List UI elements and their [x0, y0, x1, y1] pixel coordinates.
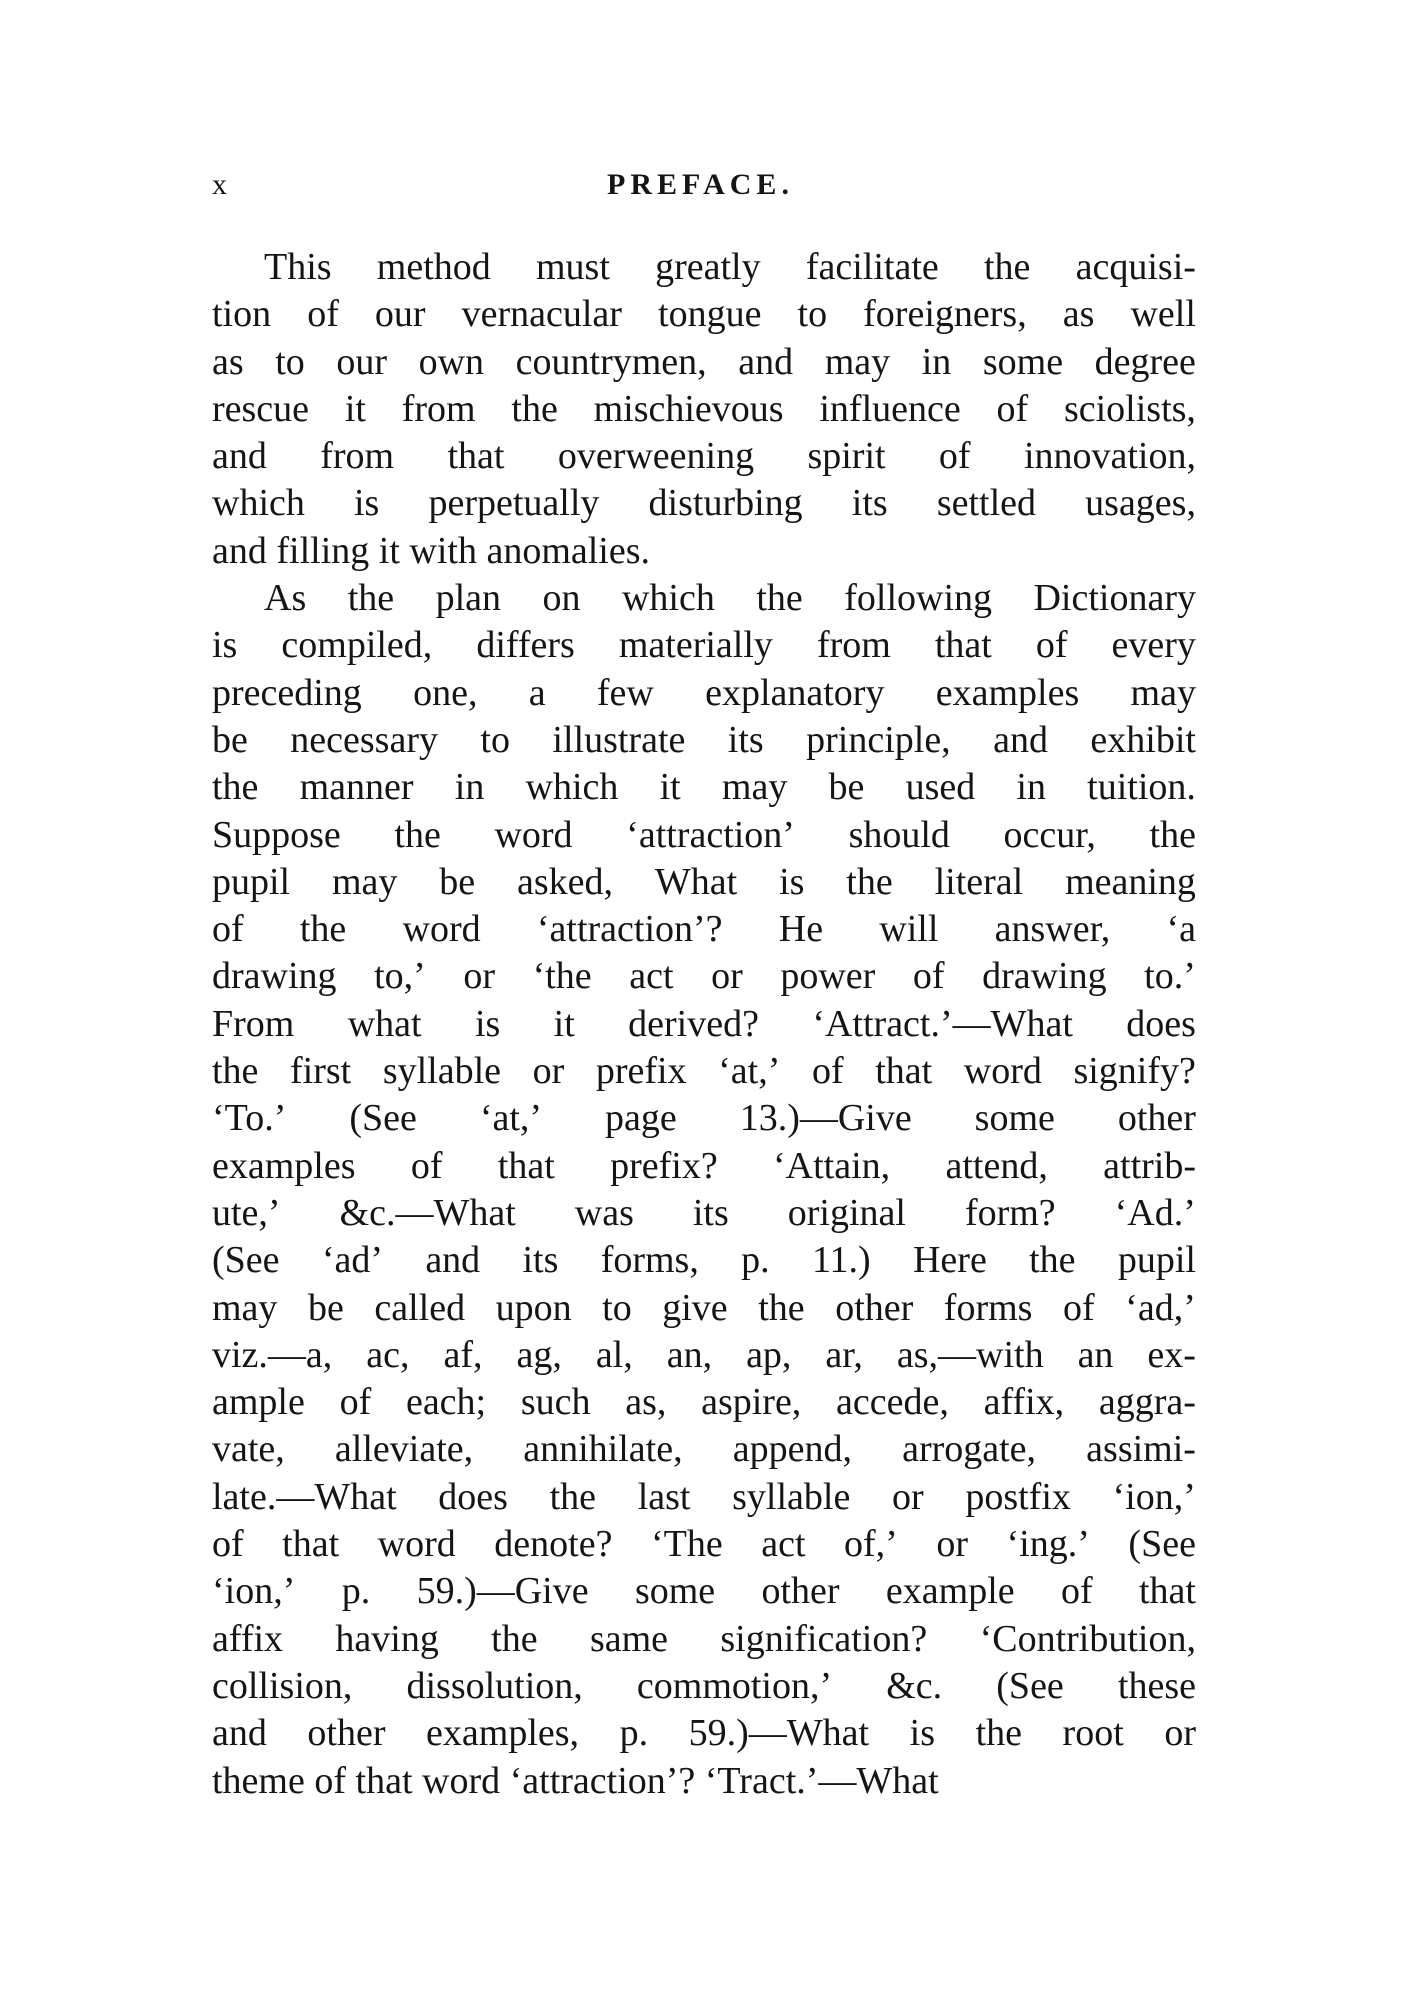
text-line: From what is it derived? ‘Attract.’—What does [212, 1002, 1196, 1045]
text-line: examples of that prefix? ‘Attain, attend, attrib- [212, 1144, 1196, 1187]
page-number: x [212, 168, 228, 201]
text-line: and filling it with anomalies. [212, 529, 651, 572]
text-line: the first syllable or prefix ‘at,’ of that word signify? [212, 1050, 1196, 1093]
text-line: ample of each; such as, aspire, accede, affix, aggra- [212, 1381, 1196, 1424]
running-title: PREFACE. [607, 168, 794, 201]
text-line: Suppose the word ‘attraction’ should occur, the [212, 813, 1196, 856]
text-line: as to our own countrymen, and may in some degree [212, 340, 1196, 383]
text-line: vate, alleviate, annihilate, append, arrogate, assimi- [212, 1428, 1196, 1471]
text-line: may be called upon to give the other forms of ‘ad,’ [212, 1286, 1196, 1329]
text-line: theme of that word ‘attraction’? ‘Tract.’—What [212, 1759, 939, 1802]
text-line: of that word denote? ‘The act of,’ or ‘ing.’ (See [212, 1523, 1196, 1566]
text-line: As the plan on which the following Dictionary [264, 577, 1196, 620]
running-head [212, 168, 1192, 208]
body-text [212, 244, 1196, 1805]
text-line: of the word ‘attraction’? He will answer, ‘a [212, 908, 1196, 951]
text-line: drawing to,’ or ‘the act or power of drawing to.’ [212, 955, 1196, 998]
text-line: and other examples, p. 59.)—What is the root or [212, 1712, 1196, 1755]
text-line: late.—What does the last syllable or postfix ‘ion,’ [212, 1475, 1196, 1518]
paragraph [212, 244, 1196, 575]
text-line: the manner in which it may be used in tuition. [212, 766, 1196, 809]
text-line: ‘To.’ (See ‘at,’ page 13.)—Give some other [212, 1097, 1196, 1140]
text-line: viz.—a, ac, af, ag, al, an, ap, ar, as,—with an ex- [212, 1333, 1196, 1376]
text-line: which is perpetually disturbing its settled usages, [212, 482, 1196, 525]
text-line: preceding one, a few explanatory examples may [212, 671, 1196, 714]
text-line: tion of our vernacular tongue to foreigners, as well [212, 293, 1196, 336]
text-line: rescue it from the mischievous influence of sciolists, [212, 387, 1196, 430]
paragraph [212, 575, 1196, 1805]
text-line: is compiled, differs materially from that of every [212, 624, 1196, 667]
text-line: be necessary to illustrate its principle, and exhibit [212, 718, 1196, 761]
text-line: pupil may be asked, What is the literal meaning [212, 860, 1196, 903]
text-line: and from that overweening spirit of innovation, [212, 435, 1196, 478]
text-line: ute,’ &c.—What was its original form? ‘Ad.’ [212, 1191, 1196, 1234]
text-line: collision, dissolution, commotion,’ &c. (See these [212, 1664, 1196, 1707]
text-line: affix having the same signification? ‘Contribution, [212, 1617, 1196, 1660]
text-line: This method must greatly facilitate the acquisi- [264, 246, 1196, 288]
text-line: ‘ion,’ p. 59.)—Give some other example of that [212, 1570, 1196, 1613]
text-line: (See ‘ad’ and its forms, p. 11.) Here the pupil [212, 1239, 1196, 1282]
